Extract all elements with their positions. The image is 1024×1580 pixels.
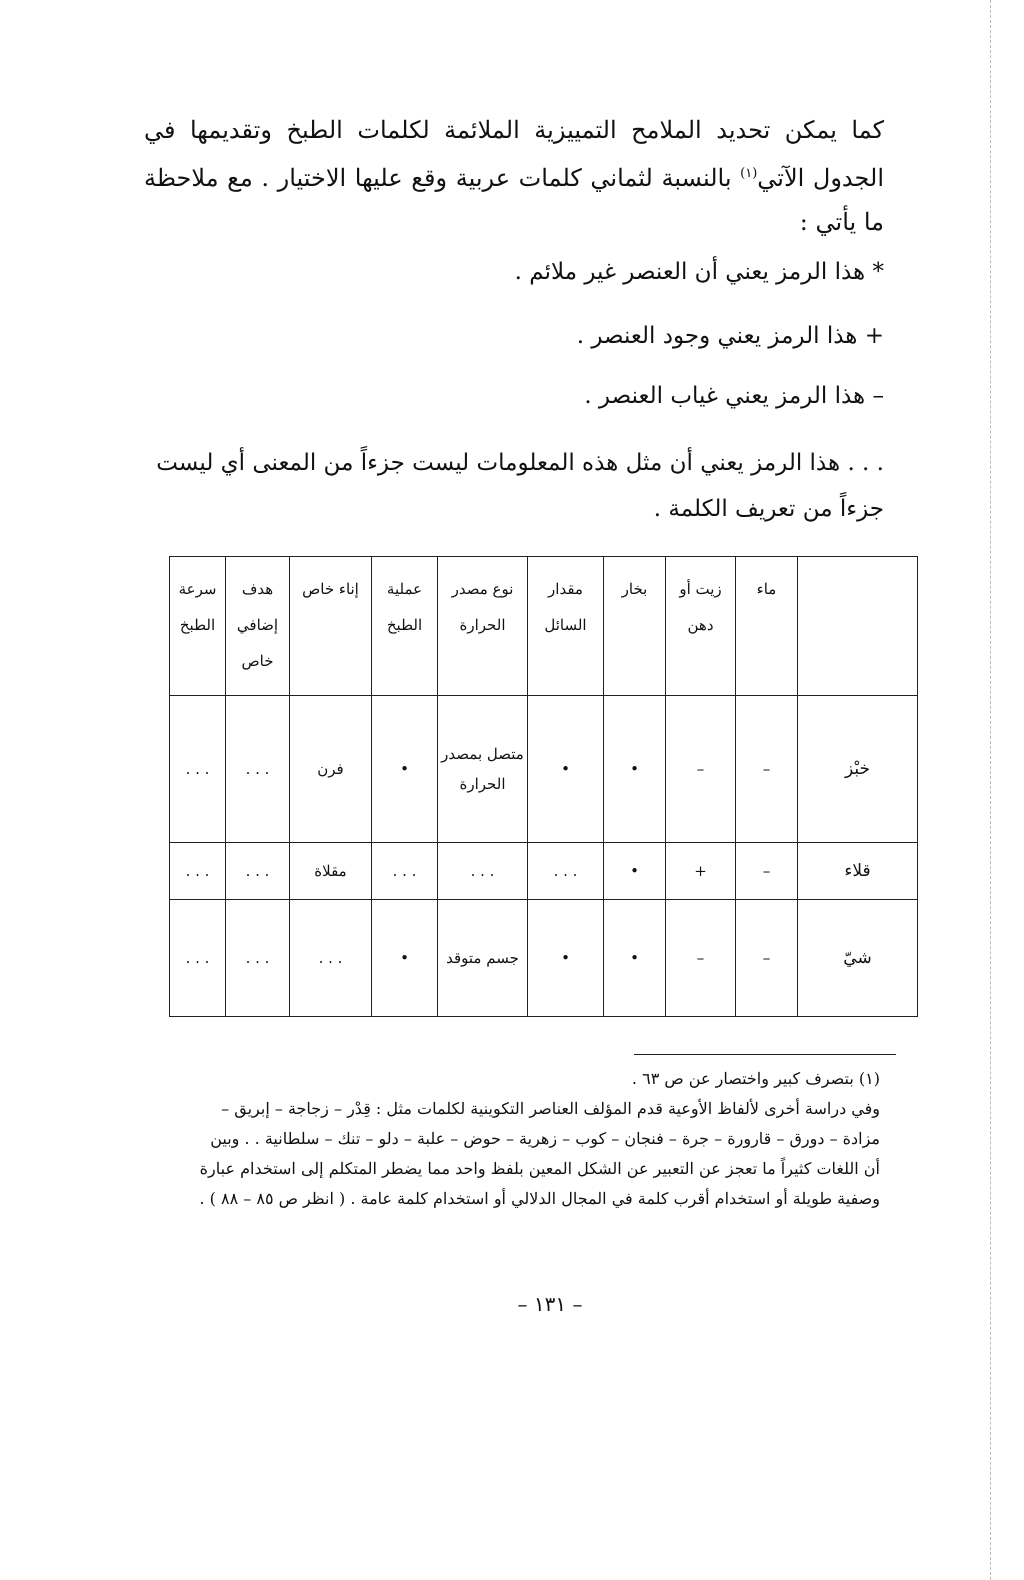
table-cell: . . . [170, 696, 226, 843]
header-steam: بخار [604, 557, 666, 696]
table-cell: – [736, 696, 798, 843]
table-cell: • [372, 696, 438, 843]
footnote-reference[interactable]: (١) [740, 166, 758, 181]
symbol-absent: – هذا الرمز يعني غياب العنصر . [584, 383, 884, 409]
table-cell: . . . [226, 843, 290, 900]
header-cooking-speed: سرعة الطبخ [170, 557, 226, 696]
footnote-line-1: (١) بتصرف كبير واختصار عن ص ٦٣ . [631, 1069, 880, 1088]
symbol-present: + هذا الرمز يعني وجود العنصر . [576, 323, 884, 349]
table-cell: . . . [528, 843, 604, 900]
header-word [798, 557, 918, 696]
header-water: ماء [736, 557, 798, 696]
cell-word: شيّ [798, 900, 918, 1017]
table-cell: . . . [170, 900, 226, 1017]
header-extra-purpose: هدف إضافي خاص [226, 557, 290, 696]
table-cell: • [604, 843, 666, 900]
table-cell: • [604, 696, 666, 843]
table-row [170, 696, 918, 843]
header-heat-source: نوع مصدر الحرارة [438, 557, 528, 696]
page-number: – ١٣١ – [517, 1292, 583, 1316]
header-oil: زيت أو دهن [666, 557, 736, 696]
table-cell: – [736, 843, 798, 900]
symbol-not-relevant: * هذا الرمز يعني أن العنصر غير ملائم . [514, 259, 884, 285]
table-cell: + [666, 843, 736, 900]
table-cell: فرن [290, 696, 372, 843]
table-cell: – [666, 696, 736, 843]
table-cell: . . . [226, 696, 290, 843]
cooking-features-table [169, 556, 918, 1017]
table-header-row [170, 557, 918, 696]
table-cell: . . . [226, 900, 290, 1017]
header-cooking-process: عملية الطبخ [372, 557, 438, 696]
header-special-vessel: إناء خاص [290, 557, 372, 696]
table-cell: متصل بمصدر الحرارة [438, 696, 528, 843]
cell-word: خبْز [798, 696, 918, 843]
header-liquid-amount: مقدار السائل [528, 557, 604, 696]
intro-line-3: يأتي : [799, 208, 857, 236]
page-edge-line [990, 0, 991, 1580]
table-cell: . . . [290, 900, 372, 1017]
table-cell: . . . [372, 843, 438, 900]
symbol-not-part-of-meaning: . . . هذا الرمز يعني أن مثل هذه المعلومات ليست جزءاً من المعنى أي ليست جزءاً من تعريف الكلمة . [156, 450, 884, 522]
intro-line-1: كما يمكن تحديد الملامح التمييزية الملائمة لكلمات الطبخ وتقديمها في [144, 116, 884, 144]
table-cell: جسم متوقد [438, 900, 528, 1017]
intro-line-2a: الجدول الآتي [757, 164, 885, 192]
cell-word: قلاء [798, 843, 918, 900]
footnote-paragraph: وفي دراسة أخرى لألفاظ الأوعية قدم المؤلف العناصر التكوينية لكلمات مثل : قِدْر – زجاجة – إبريق – مزادة – دورق – قارورة – جرة – فنجان – كوب – زهرية – حوض – علبة – دلو – تنك – سلطانية . . وبين أن اللغات كثيراً ما تعجز عن التعبير عن الشكل المعين بلفظ واحد مما يضطر المتكلم إلى استخدام عبارة وصفية طويلة أو استخدام أقرب كلمة في المجال الدلالي أو استخدام كلمة عامة . ( انظر ص ٨٥ – ٨٨ ) . [199, 1099, 880, 1208]
table-cell: . . . [170, 843, 226, 900]
intro-line-2b: بالنسبة لثماني كلمات عربية وقع عليها الاختيار . مع ملاحظة ما [144, 164, 884, 236]
table-cell: مقلاة [290, 843, 372, 900]
table-cell: • [604, 900, 666, 1017]
table-row [170, 843, 918, 900]
footnote-divider [634, 1054, 896, 1055]
table-cell: – [736, 900, 798, 1017]
table-cell: • [528, 696, 604, 843]
table-cell: • [528, 900, 604, 1017]
table-row [170, 900, 918, 1017]
table-cell: • [372, 900, 438, 1017]
intro-paragraph [144, 108, 884, 244]
table-cell: – [666, 900, 736, 1017]
footnote [190, 1064, 880, 1214]
table-cell: . . . [438, 843, 528, 900]
